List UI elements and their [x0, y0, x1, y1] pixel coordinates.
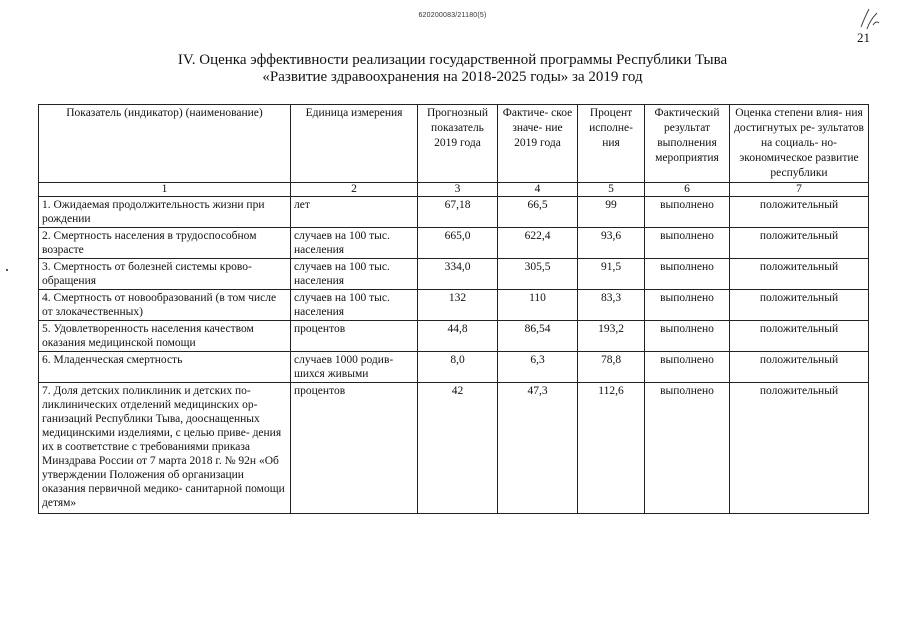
- actual-cell: 86,54: [498, 321, 578, 352]
- unit-cell: случаев на 100 тыс. населения: [291, 228, 418, 259]
- column-number: 7: [730, 183, 869, 197]
- actual-cell: 110: [498, 290, 578, 321]
- table-row: [39, 197, 869, 228]
- percent-cell: 83,3: [578, 290, 645, 321]
- table-header-row: [39, 105, 869, 183]
- page-title: [0, 52, 905, 86]
- unit-cell: процентов: [291, 383, 418, 514]
- forecast-cell: 132: [418, 290, 498, 321]
- title-line-1: IV. Оценка эффективности реализации государственной программы Республики Тыва: [177, 52, 728, 68]
- unit-cell: случаев на 100 тыс. населения: [291, 259, 418, 290]
- forecast-cell: 42: [418, 383, 498, 514]
- forecast-cell: 334,0: [418, 259, 498, 290]
- column-number: 3: [418, 183, 498, 197]
- result-cell: выполнено: [645, 290, 730, 321]
- result-cell: выполнено: [645, 383, 730, 514]
- header-unit: Единица измерения: [291, 105, 418, 183]
- header-percent: Процент исполне- ния: [578, 105, 645, 183]
- result-cell: выполнено: [645, 352, 730, 383]
- unit-cell: случаев на 100 тыс. населения: [291, 290, 418, 321]
- indicator-cell: 5. Удовлетворенность населения качеством оказания медицинской помощи: [39, 321, 291, 352]
- indicator-cell: 6. Младенческая смертность: [39, 352, 291, 383]
- percent-cell: 93,6: [578, 228, 645, 259]
- actual-cell: 47,3: [498, 383, 578, 514]
- unit-cell: лет: [291, 197, 418, 228]
- indicator-cell: 2. Смертность населения в трудоспособном возрасте: [39, 228, 291, 259]
- table-row: [39, 228, 869, 259]
- table-row: [39, 259, 869, 290]
- column-number: 1: [39, 183, 291, 197]
- assessment-cell: положительный: [730, 228, 869, 259]
- scan-speck: [6, 269, 8, 271]
- table-row: [39, 321, 869, 352]
- percent-cell: 99: [578, 197, 645, 228]
- header-assessment: Оценка степени влия- ния достигнутых ре- зультатов на социаль- но-экономическое развитие республики: [730, 105, 869, 183]
- assessment-cell: положительный: [730, 259, 869, 290]
- percent-cell: 112,6: [578, 383, 645, 514]
- document-id: 620200083/21180(5): [418, 12, 487, 19]
- indicator-cell: 3. Смертность от болезней системы крово- обращения: [39, 259, 291, 290]
- assessment-cell: положительный: [730, 197, 869, 228]
- title-line-2: «Развитие здравоохранения на 2018-2025 годы» за 2019 год: [262, 69, 643, 85]
- percent-cell: 78,8: [578, 352, 645, 383]
- assessment-cell: положительный: [730, 383, 869, 514]
- assessment-cell: положительный: [730, 352, 869, 383]
- actual-cell: 66,5: [498, 197, 578, 228]
- column-number: 2: [291, 183, 418, 197]
- result-cell: выполнено: [645, 197, 730, 228]
- indicator-cell: 7. Доля детских поликлиник и детских по- ликлинических отделений медицинских ор- ганизаций Республики Тыва, дооснащенных медицинскими изделиями, с целью приве- дения их в соответствие с требованиями приказа Минздрава России от 7 марта 2018 г. № 92н «Об утверждении Положения об организации оказания первичной медико- санитарной помощи детям»: [39, 383, 291, 514]
- assessment-cell: положительный: [730, 290, 869, 321]
- indicator-cell: 4. Смертность от новообразований (в том числе от злокачественных): [39, 290, 291, 321]
- percent-cell: 193,2: [578, 321, 645, 352]
- table-row: [39, 290, 869, 321]
- actual-cell: 622,4: [498, 228, 578, 259]
- actual-cell: 305,5: [498, 259, 578, 290]
- header-forecast: Прогнозный показатель 2019 года: [418, 105, 498, 183]
- header-actual: Фактиче- ское значе- ние 2019 года: [498, 105, 578, 183]
- program-evaluation-table: [38, 104, 869, 514]
- table-row: [39, 383, 869, 514]
- header-result: Фактический результат выполнения мероприятия: [645, 105, 730, 183]
- forecast-cell: 8,0: [418, 352, 498, 383]
- column-number: 6: [645, 183, 730, 197]
- page-number: 21: [857, 30, 870, 45]
- forecast-cell: 67,18: [418, 197, 498, 228]
- result-cell: выполнено: [645, 321, 730, 352]
- unit-cell: процентов: [291, 321, 418, 352]
- column-number-row: [39, 183, 869, 197]
- assessment-cell: положительный: [730, 321, 869, 352]
- result-cell: выполнено: [645, 259, 730, 290]
- header-indicator: Показатель (индикатор) (наименование): [39, 105, 291, 183]
- table-row: [39, 352, 869, 383]
- percent-cell: 91,5: [578, 259, 645, 290]
- forecast-cell: 44,8: [418, 321, 498, 352]
- forecast-cell: 665,0: [418, 228, 498, 259]
- actual-cell: 6,3: [498, 352, 578, 383]
- column-number: 5: [578, 183, 645, 197]
- unit-cell: случаев 1000 родив- шихся живыми: [291, 352, 418, 383]
- indicator-cell: 1. Ожидаемая продолжительность жизни при рождении: [39, 197, 291, 228]
- column-number: 4: [498, 183, 578, 197]
- result-cell: выполнено: [645, 228, 730, 259]
